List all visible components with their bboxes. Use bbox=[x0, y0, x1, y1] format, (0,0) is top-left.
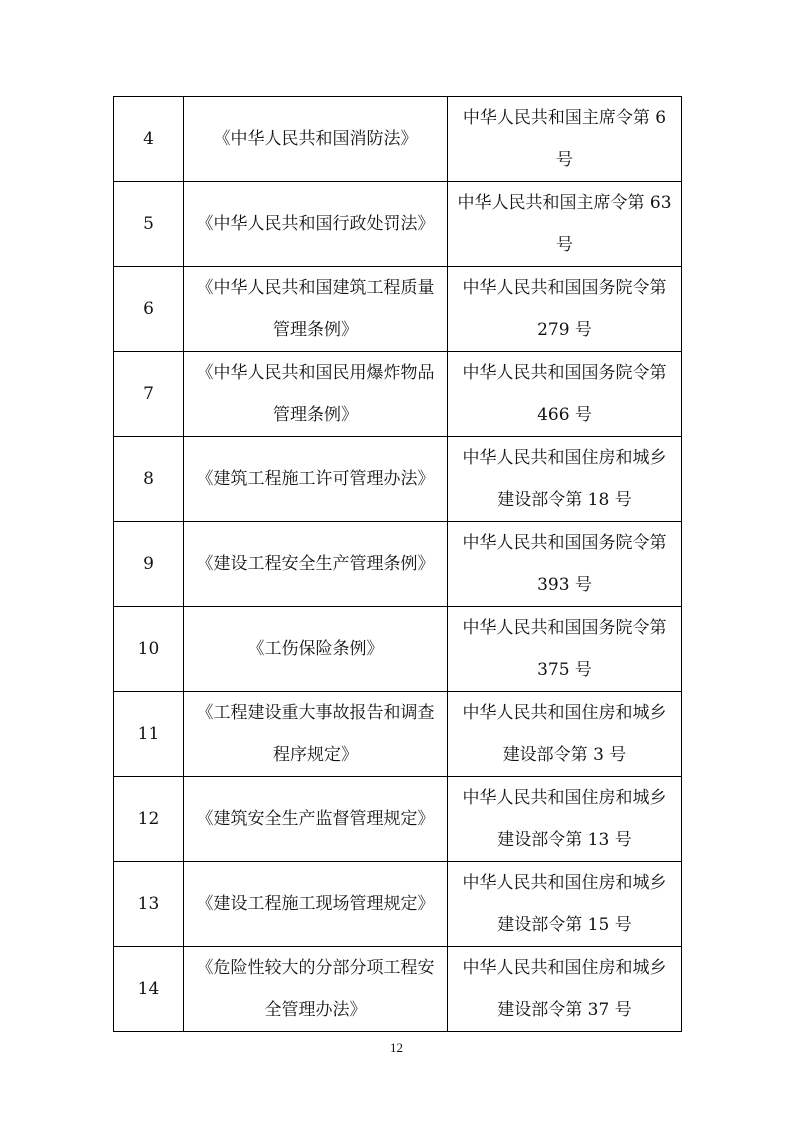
regulation-name: 《建筑工程施工许可管理办法》 bbox=[196, 469, 435, 489]
row-number: 11 bbox=[137, 724, 160, 744]
regulations-table bbox=[113, 96, 682, 1032]
regulation-name-cell bbox=[184, 947, 448, 1032]
decree-number: 中华人民共和国住房和城乡建设部令第 37 号 bbox=[462, 958, 667, 1020]
page-number: 12 bbox=[390, 1040, 403, 1055]
row-number-cell bbox=[114, 607, 184, 692]
regulation-name-cell bbox=[184, 437, 448, 522]
decree-number: 中华人民共和国国务院令第 279 号 bbox=[462, 278, 667, 340]
row-number-cell bbox=[114, 522, 184, 607]
row-number-cell bbox=[114, 182, 184, 267]
regulation-name: 《建设工程施工现场管理规定》 bbox=[196, 894, 435, 914]
row-number: 5 bbox=[143, 214, 154, 234]
table-row bbox=[114, 777, 682, 862]
row-number: 4 bbox=[143, 129, 154, 149]
decree-number: 中华人民共和国国务院令第 375 号 bbox=[462, 618, 667, 680]
regulation-name-cell bbox=[184, 777, 448, 862]
decree-cell bbox=[448, 522, 682, 607]
decree-cell bbox=[448, 352, 682, 437]
regulation-name: 《工程建设重大事故报告和调查程序规定》 bbox=[196, 703, 435, 765]
decree-cell bbox=[448, 182, 682, 267]
row-number: 8 bbox=[143, 469, 154, 489]
row-number: 13 bbox=[137, 894, 160, 914]
row-number-cell bbox=[114, 862, 184, 947]
regulation-name: 《建设工程安全生产管理条例》 bbox=[196, 554, 435, 574]
row-number: 6 bbox=[143, 299, 154, 319]
table-row bbox=[114, 692, 682, 777]
table-row bbox=[114, 267, 682, 352]
row-number-cell bbox=[114, 97, 184, 182]
regulation-name-cell bbox=[184, 522, 448, 607]
decree-cell bbox=[448, 692, 682, 777]
regulation-name-cell bbox=[184, 352, 448, 437]
decree-number: 中华人民共和国住房和城乡建设部令第 13 号 bbox=[462, 788, 667, 850]
decree-cell bbox=[448, 97, 682, 182]
regulation-name-cell bbox=[184, 97, 448, 182]
row-number-cell bbox=[114, 692, 184, 777]
regulation-name-cell bbox=[184, 692, 448, 777]
row-number: 7 bbox=[143, 384, 154, 404]
row-number: 14 bbox=[137, 979, 160, 999]
table-row bbox=[114, 352, 682, 437]
decree-cell bbox=[448, 607, 682, 692]
row-number-cell bbox=[114, 267, 184, 352]
decree-number: 中华人民共和国住房和城乡建设部令第 15 号 bbox=[462, 873, 667, 935]
table-row bbox=[114, 182, 682, 267]
decree-number: 中华人民共和国主席令第 63 号 bbox=[457, 193, 672, 255]
regulation-name-cell bbox=[184, 267, 448, 352]
row-number-cell bbox=[114, 777, 184, 862]
decree-number: 中华人民共和国住房和城乡建设部令第 18 号 bbox=[462, 448, 667, 510]
decree-cell bbox=[448, 862, 682, 947]
regulation-name: 《建筑安全生产监督管理规定》 bbox=[196, 809, 435, 829]
decree-number: 中华人民共和国主席令第 6 号 bbox=[462, 108, 667, 170]
decree-cell bbox=[448, 777, 682, 862]
decree-cell bbox=[448, 267, 682, 352]
decree-number: 中华人民共和国国务院令第 466 号 bbox=[462, 363, 667, 425]
table-row bbox=[114, 607, 682, 692]
table-row bbox=[114, 862, 682, 947]
regulation-name: 《中华人民共和国民用爆炸物品管理条例》 bbox=[196, 363, 435, 425]
regulation-name: 《危险性较大的分部分项工程安全管理办法》 bbox=[196, 958, 435, 1020]
row-number: 12 bbox=[137, 809, 160, 829]
row-number-cell bbox=[114, 352, 184, 437]
row-number: 10 bbox=[137, 639, 160, 659]
decree-number: 中华人民共和国国务院令第 393 号 bbox=[462, 533, 667, 595]
row-number-cell bbox=[114, 437, 184, 522]
decree-number: 中华人民共和国住房和城乡建设部令第 3 号 bbox=[462, 703, 667, 765]
table-row bbox=[114, 947, 682, 1032]
table-row bbox=[114, 522, 682, 607]
regulation-name-cell bbox=[184, 182, 448, 267]
decree-cell bbox=[448, 947, 682, 1032]
row-number-cell bbox=[114, 947, 184, 1032]
regulation-name: 《工伤保险条例》 bbox=[247, 639, 384, 659]
table-row bbox=[114, 97, 682, 182]
table-row bbox=[114, 437, 682, 522]
row-number: 9 bbox=[143, 554, 154, 574]
regulation-name-cell bbox=[184, 607, 448, 692]
regulation-name-cell bbox=[184, 862, 448, 947]
decree-cell bbox=[448, 437, 682, 522]
regulation-name: 《中华人民共和国行政处罚法》 bbox=[196, 214, 435, 234]
regulation-name: 《中华人民共和国消防法》 bbox=[213, 129, 418, 149]
regulation-name: 《中华人民共和国建筑工程质量管理条例》 bbox=[196, 278, 435, 340]
